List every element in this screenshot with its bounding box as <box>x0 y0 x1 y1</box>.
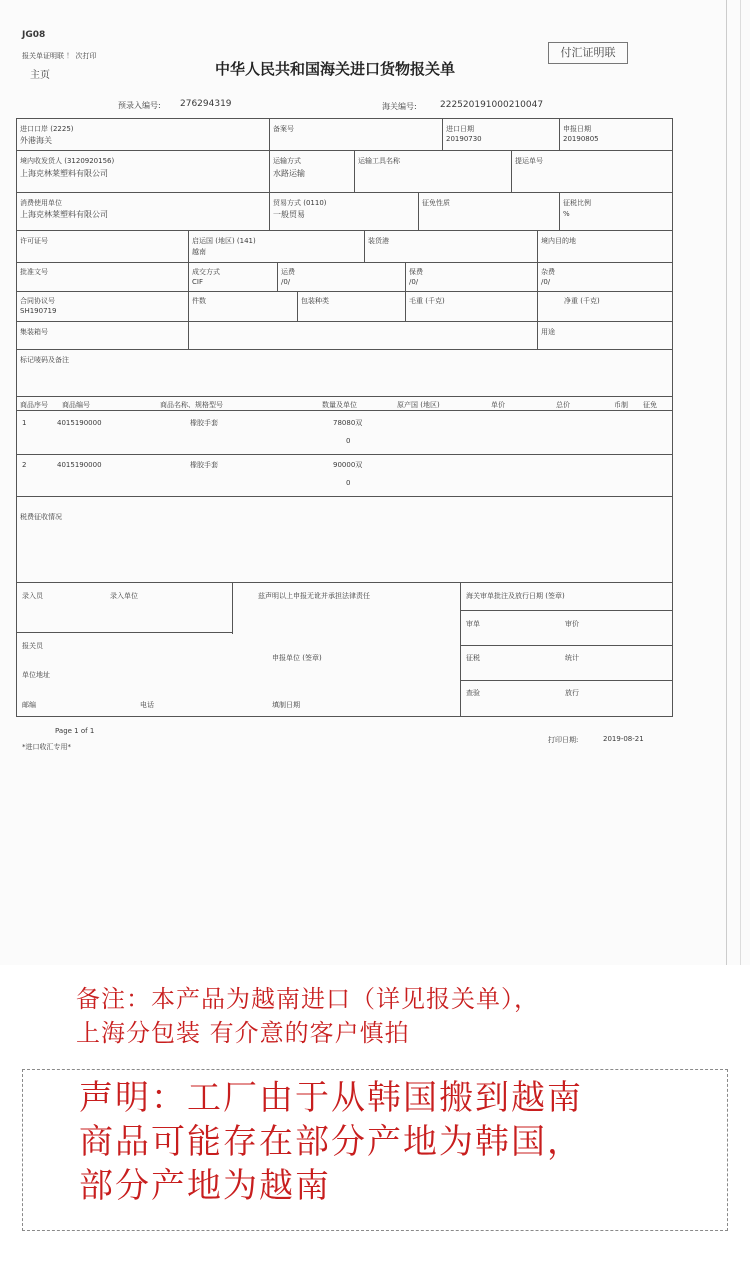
review-label: 审单 <box>466 620 480 628</box>
goods-header-unit-price: 单价 <box>491 401 505 409</box>
import-date-value: 20190730 <box>446 135 482 143</box>
levy-label: 征税 <box>466 654 480 662</box>
goods-header-exempt: 征免 <box>643 401 657 409</box>
declare-date-label: 申报日期 <box>563 125 591 133</box>
declaration-text <box>79 1076 583 1208</box>
legal-statement: 兹声明以上申报无讹并承担法律责任 <box>258 592 370 600</box>
deal-mode-value: CIF <box>192 278 203 286</box>
goods-seq: 2 <box>22 461 27 469</box>
goods-seq: 1 <box>22 419 27 427</box>
goods-header-qty: 数量及单位 <box>322 401 357 409</box>
goods-header-total: 总价 <box>556 401 570 409</box>
print-date-value: 2019-08-21 <box>603 735 644 743</box>
approval-label: 批准文号 <box>20 268 48 276</box>
form-top-note: 报关单证明联 ！ 次打印 <box>22 52 97 60</box>
usage-label: 用途 <box>541 328 555 336</box>
goods-name: 橡胶手套 <box>190 419 218 427</box>
consumer-label: 消费使用单位 <box>20 199 62 207</box>
customs-no-label: 海关编号: <box>382 102 417 111</box>
form-footer-note: *进口收汇专用* <box>22 743 71 751</box>
goods-header-name: 商品名称、规格型号 <box>160 401 223 409</box>
entry-unit-label: 录入单位 <box>110 592 138 600</box>
customs-no-value: 222520191000210047 <box>440 100 544 110</box>
insurance-label: 保费 <box>409 268 423 276</box>
declare-unit-label: 申报单位 (签章) <box>272 654 322 662</box>
import-port-value: 外港海关 <box>20 136 52 145</box>
goods-qty: 90000双 <box>333 461 363 469</box>
tax-nature-label: 征免性质 <box>422 199 450 207</box>
unit-address-label: 单位地址 <box>22 671 50 679</box>
remark-line: 备注：本产品为越南进口（详见报关单）， <box>76 985 539 1013</box>
goods-header-currency: 币制 <box>614 401 628 409</box>
entry-clerk-label: 录入员 <box>22 592 43 600</box>
deal-mode-label: 成交方式 <box>192 268 220 276</box>
declaration-line: 部分产地为越南 <box>79 1166 331 1206</box>
origin-country-value: 越南 <box>192 248 206 256</box>
tax-section-label: 税费征收情况 <box>20 513 62 521</box>
loading-port-label: 装货港 <box>368 237 389 245</box>
print-date-label: 打印日期: <box>548 736 579 744</box>
freight-label: 运费 <box>281 268 295 276</box>
price-review-label: 审价 <box>565 620 579 628</box>
tax-ratio-label: 征税比例 <box>563 199 591 207</box>
goods-sub: 0 <box>346 437 351 445</box>
fill-date-label: 填制日期 <box>272 701 300 709</box>
payment-certificate-stamp: 付汇证明联 <box>548 42 628 64</box>
consumer-value: 上海克林莱塑料有限公司 <box>20 210 108 219</box>
customs-approval-label: 海关审单批注及放行日期 (签章) <box>466 592 565 600</box>
goods-name: 橡胶手套 <box>190 461 218 469</box>
goods-code: 4015190000 <box>57 419 102 427</box>
import-date-label: 进口日期 <box>446 125 474 133</box>
remark-note <box>76 982 539 1050</box>
home-label: 主页 <box>30 70 50 81</box>
preentry-value: 276294319 <box>180 99 232 109</box>
goods-header-origin: 原产国 (地区) <box>397 401 440 409</box>
statistics-label: 统计 <box>565 654 579 662</box>
declarant-label: 报关员 <box>22 642 43 650</box>
form-title: 中华人民共和国海关进口货物报关单 <box>215 60 456 78</box>
trade-mode-label: 贸易方式 (0110) <box>273 199 327 207</box>
consignee-value: 上海克林莱塑料有限公司 <box>20 169 108 178</box>
goods-code: 4015190000 <box>57 461 102 469</box>
goods-header-seq: 商品序号 <box>20 401 48 409</box>
form-code: JG08 <box>22 30 46 40</box>
inspection-label: 查验 <box>466 689 480 697</box>
marks-label: 标记唛码及备注 <box>20 356 69 364</box>
record-no-label: 备案号 <box>273 125 294 133</box>
transport-mode-label: 运输方式 <box>273 157 301 165</box>
vehicle-label: 运输工具名称 <box>358 157 400 165</box>
gross-weight-label: 毛重 (千克) <box>409 297 445 305</box>
postcode-label: 邮编 <box>22 701 36 709</box>
goods-sub: 0 <box>346 479 351 487</box>
declare-date-value: 20190805 <box>563 135 599 143</box>
paper-edge <box>726 0 727 965</box>
goods-qty: 78080双 <box>333 419 363 427</box>
declaration-line: 商品可能存在部分产地为韩国， <box>79 1122 583 1162</box>
origin-country-label: 启运国 (地区) (141) <box>192 237 256 245</box>
misc-value: /0/ <box>541 278 551 286</box>
contract-value: SH190719 <box>20 307 57 315</box>
net-weight-label: 净重 (千克) <box>564 297 600 305</box>
package-label: 包装种类 <box>301 297 329 305</box>
container-label: 集装箱号 <box>20 328 48 336</box>
preentry-label: 预录入编号: <box>118 101 161 110</box>
phone-label: 电话 <box>140 701 154 709</box>
goods-header-code: 商品编号 <box>62 401 90 409</box>
paper-edge <box>740 0 741 965</box>
transport-mode-value: 水路运输 <box>273 169 305 178</box>
release-label: 放行 <box>565 689 579 697</box>
remark-line: 上海分包装 有介意的客户慎拍 <box>76 1019 410 1047</box>
bill-no-label: 提运单号 <box>515 157 543 165</box>
import-port-label: 进口口岸 (2225) <box>20 125 74 133</box>
license-label: 许可证号 <box>20 237 48 245</box>
freight-value: /0/ <box>281 278 291 286</box>
declaration-box <box>22 1069 728 1231</box>
page-indicator: Page 1 of 1 <box>55 727 95 735</box>
declaration-line: 声明：工厂由于从韩国搬到越南 <box>79 1078 583 1118</box>
pieces-label: 件数 <box>192 297 206 305</box>
consignee-label: 境内收发货人 (3120920156) <box>20 157 115 165</box>
insurance-value: /0/ <box>409 278 419 286</box>
tax-ratio-value: % <box>563 210 570 218</box>
destination-label: 境内目的地 <box>541 237 576 245</box>
contract-label: 合同协议号 <box>20 297 55 305</box>
misc-label: 杂费 <box>541 268 555 276</box>
trade-mode-value: 一般贸易 <box>273 210 305 219</box>
